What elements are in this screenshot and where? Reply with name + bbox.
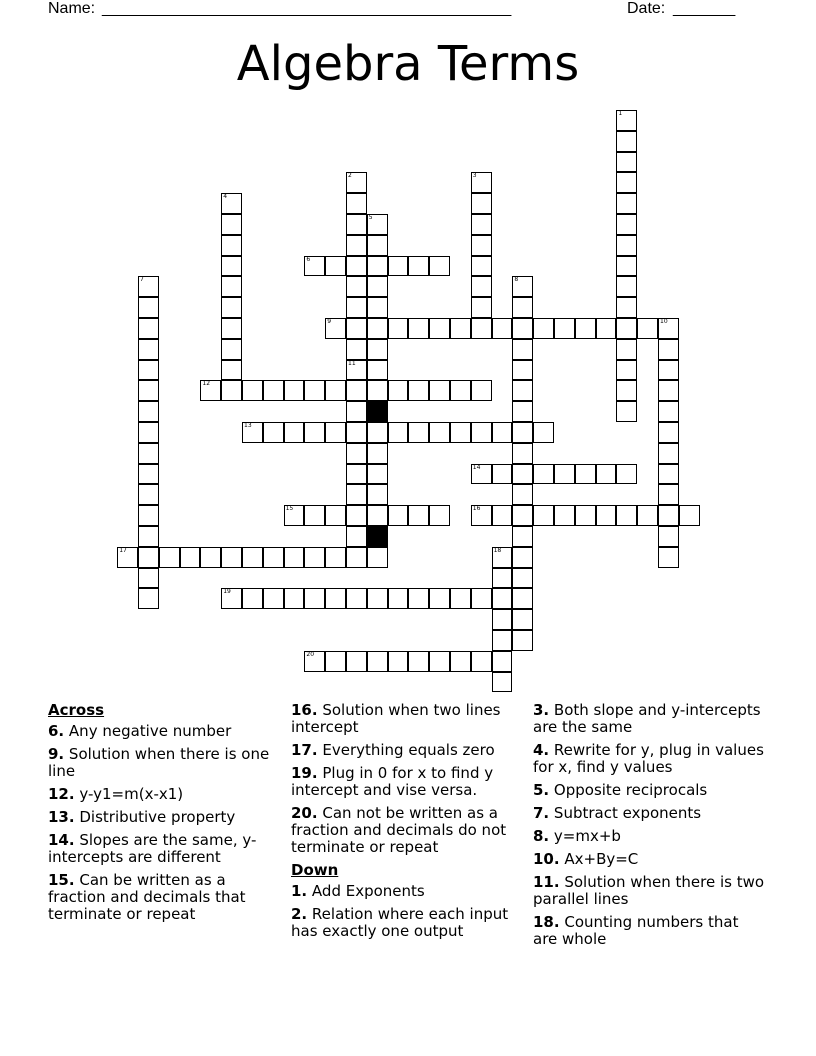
crossword-cell[interactable] [512,318,533,339]
crossword-cell[interactable] [367,505,388,526]
crossword-cell[interactable] [221,547,242,568]
crossword-cell[interactable] [554,318,575,339]
crossword-cell[interactable] [554,464,575,485]
clue-number: 17 [119,546,127,554]
crossword-cell[interactable] [325,547,346,568]
crossword-cell[interactable] [346,318,367,339]
crossword-cell[interactable] [117,547,138,568]
crossword-cell[interactable] [450,651,471,672]
clue-number: 13 [244,422,252,429]
crossword-cell[interactable] [221,318,242,339]
crossword-cell[interactable] [284,547,305,568]
crossword-cell[interactable] [616,235,637,256]
crossword-cell[interactable] [492,651,513,672]
crossword-cell[interactable] [138,422,159,443]
crossword-cell[interactable] [346,256,367,277]
crossword-cell[interactable] [596,505,617,526]
crossword-cell[interactable] [325,318,346,339]
crossword-cell[interactable] [367,276,388,297]
crossword-cell[interactable] [367,235,388,256]
crossword-cell[interactable] [512,360,533,381]
clue-number: 12 [202,380,211,388]
clue-number: 16 [472,505,481,513]
crossword-cell[interactable] [492,464,513,485]
clue-across-6: 6. Any negative number [48,722,232,740]
crossword-cell[interactable] [221,588,242,609]
crossword-cell[interactable] [616,401,637,422]
crossword-cell[interactable] [367,464,388,485]
crossword-cell[interactable] [346,484,367,505]
crossword-cell[interactable] [388,651,409,672]
crossword-cell[interactable] [616,131,637,152]
down-heading: Down [291,861,339,879]
crossword-cell[interactable] [138,443,159,464]
crossword-cell[interactable] [388,505,409,526]
crossword-cell[interactable] [471,651,492,672]
black-square [367,526,388,547]
crossword-cell[interactable] [346,214,367,235]
crossword-cell[interactable] [325,505,346,526]
crossword-cell[interactable] [658,422,679,443]
crossword-cell[interactable] [304,505,325,526]
date-label: Date: [627,0,666,17]
crossword-cell[interactable] [450,318,471,339]
clue-number: 18 [493,546,502,554]
crossword-cell[interactable] [533,464,554,485]
name-label: Name: [48,0,96,17]
clue-number: 14 [472,463,481,471]
clues-column-1 [48,702,280,929]
clue-across-20: 20. Can not be written as a fraction and decimals do not terminate or repeat [291,804,507,856]
crossword-cell[interactable] [138,464,159,485]
crossword-cell[interactable] [367,588,388,609]
crossword-cell[interactable] [367,422,388,443]
crossword-cell[interactable] [263,380,284,401]
crossword-cell[interactable] [263,547,284,568]
crossword-cell[interactable] [596,464,617,485]
crossword-cell[interactable] [658,360,679,381]
crossword-cell[interactable] [138,526,159,547]
crossword-cell[interactable] [367,297,388,318]
crossword-cell[interactable] [346,339,367,360]
crossword-cell[interactable] [658,505,679,526]
crossword-cell[interactable] [512,526,533,547]
crossword-cell[interactable] [512,547,533,568]
crossword-cell[interactable] [346,443,367,464]
crossword-cell[interactable] [658,318,679,339]
crossword-cell[interactable] [616,214,637,235]
crossword-cell[interactable] [221,276,242,297]
page-title: Algebra Terms [236,36,580,92]
crossword-cell[interactable] [242,380,263,401]
crossword-cell[interactable] [138,547,159,568]
clue-down-18: 18. Counting numbers that are whole [533,913,739,948]
crossword-cell[interactable] [616,193,637,214]
crossword-cell[interactable] [221,380,242,401]
crossword-cell[interactable] [492,318,513,339]
crossword-cell[interactable] [304,256,325,277]
crossword-cell[interactable] [450,422,471,443]
crossword-cell[interactable] [616,172,637,193]
crossword-cell[interactable] [367,380,388,401]
crossword-cell[interactable] [596,318,617,339]
crossword-cell[interactable] [512,568,533,589]
crossword-cell[interactable] [429,422,450,443]
crossword-cell[interactable] [471,256,492,277]
crossword-cell[interactable] [637,318,658,339]
crossword-cell[interactable] [658,443,679,464]
crossword-cell[interactable] [471,380,492,401]
crossword-cell[interactable] [367,547,388,568]
crossword-cell[interactable] [138,360,159,381]
crossword-cell[interactable] [367,339,388,360]
clue-down-1: 1. Add Exponents [291,882,425,900]
clue-down-8: 8. y=mx+b [533,827,621,845]
crossword-cell[interactable] [138,380,159,401]
crossword-cell[interactable] [325,380,346,401]
crossword-cell[interactable] [138,297,159,318]
crossword-cell[interactable] [408,505,429,526]
crossword-cell[interactable] [304,380,325,401]
crossword-cell[interactable] [325,422,346,443]
crossword-cell[interactable] [346,464,367,485]
crossword-cell[interactable] [346,172,367,193]
crossword-cell[interactable] [221,193,242,214]
crossword-cell[interactable] [367,443,388,464]
crossword-cell[interactable] [492,547,513,568]
clue-number: 9 [327,318,332,325]
crossword-cell[interactable] [304,547,325,568]
crossword-cell[interactable] [346,422,367,443]
clue-across-14: 14. Slopes are the same, y-intercepts are different [48,831,257,866]
crossword-cell[interactable] [471,172,492,193]
crossword-cell[interactable] [492,568,513,589]
crossword-cell[interactable] [346,235,367,256]
clue-down-10: 10. Ax+By=C [533,850,639,868]
crossword-cell[interactable] [346,505,367,526]
crossword-cell[interactable] [512,297,533,318]
crossword-cell[interactable] [346,588,367,609]
crossword-cell[interactable] [408,318,429,339]
clues-column-2 [291,702,523,946]
crossword-cell[interactable] [408,422,429,443]
clue-across-15: 15. Can be written as a fraction and decimals that terminate or repeat [48,871,246,923]
crossword-cell[interactable] [471,276,492,297]
crossword-cell[interactable] [367,256,388,277]
crossword-cell[interactable] [284,380,305,401]
crossword-cell[interactable] [616,276,637,297]
clue-across-19: 19. Plug in 0 for x to find y intercept and vise versa. [291,764,494,799]
crossword-cell[interactable] [159,547,180,568]
crossword-cell[interactable] [221,214,242,235]
crossword-cell[interactable] [367,318,388,339]
clue-number: 6 [306,255,311,263]
crossword-cell[interactable] [263,422,284,443]
crossword-cell[interactable] [512,276,533,297]
crossword-cell[interactable] [450,588,471,609]
crossword-cell[interactable] [679,505,700,526]
crossword-cell[interactable] [492,588,513,609]
crossword-cell[interactable] [221,297,242,318]
crossword-cell[interactable] [616,339,637,360]
crossword-cell[interactable] [304,588,325,609]
crossword-cell[interactable] [512,422,533,443]
crossword-cell[interactable] [388,422,409,443]
crossword-cell[interactable] [221,339,242,360]
crossword-cell[interactable] [575,318,596,339]
crossword-cell[interactable] [554,505,575,526]
crossword-cell[interactable] [616,464,637,485]
crossword-cell[interactable] [492,609,513,630]
crossword-cell[interactable] [284,422,305,443]
crossword-cell[interactable] [512,609,533,630]
crossword-cell[interactable] [138,568,159,589]
crossword-cell[interactable] [471,214,492,235]
crossword-cell[interactable] [346,276,367,297]
crossword-cell[interactable] [284,588,305,609]
crossword-cell[interactable] [533,422,554,443]
clue-across-13: 13. Distributive property [48,808,236,826]
crossword-cell[interactable] [200,547,221,568]
clue-down-11: 11. Solution when there is two parallel lines [533,873,765,908]
crossword-cell[interactable] [242,588,263,609]
name-blank-line: ______________________________________________ [102,0,512,17]
crossword-cell[interactable] [200,380,221,401]
crossword-cell[interactable] [367,484,388,505]
crossword-cell[interactable] [471,505,492,526]
crossword-cell[interactable] [138,588,159,609]
clue-number: 8 [514,276,519,284]
crossword-cell[interactable] [388,256,409,277]
crossword-cell[interactable] [388,318,409,339]
crossword-cell[interactable] [429,256,450,277]
crossword-cell[interactable] [388,588,409,609]
crossword-cell[interactable] [346,297,367,318]
crossword-cell[interactable] [221,256,242,277]
crossword-cell[interactable] [284,505,305,526]
crossword-cell[interactable] [658,526,679,547]
crossword-cell[interactable] [429,380,450,401]
clue-across-17: 17. Everything equals zero [291,741,495,759]
crossword-cell[interactable] [346,193,367,214]
crossword-cell[interactable] [346,360,367,381]
crossword-cell[interactable] [138,318,159,339]
crossword-cell[interactable] [471,193,492,214]
crossword-cell[interactable] [512,630,533,651]
crossword-cell[interactable] [658,547,679,568]
clue-number: 5 [368,214,373,221]
crossword-cell[interactable] [408,380,429,401]
black-square [367,401,388,422]
crossword-cell[interactable] [512,588,533,609]
crossword-cell[interactable] [471,235,492,256]
crossword-cell[interactable] [325,256,346,277]
crossword-cell[interactable] [471,422,492,443]
crossword-cell[interactable] [429,505,450,526]
crossword-cell[interactable] [180,547,201,568]
crossword-cell[interactable] [512,339,533,360]
crossword-cell[interactable] [533,318,554,339]
crossword-cell[interactable] [616,318,637,339]
crossword-cell[interactable] [512,443,533,464]
crossword-cell[interactable] [658,464,679,485]
clue-down-3: 3. Both slope and y-intercepts are the same [533,701,761,736]
crossword-cell[interactable] [616,256,637,277]
crossword-cell[interactable] [616,380,637,401]
clue-across-9: 9. Solution when there is one line [48,745,270,780]
crossword-cell[interactable] [492,672,513,693]
crossword-cell[interactable] [429,588,450,609]
clue-across-16: 16. Solution when two lines intercept [291,701,501,736]
crossword-cell[interactable] [263,588,284,609]
crossword-cell[interactable] [533,505,554,526]
crossword-cell[interactable] [616,360,637,381]
crossword-cell[interactable] [450,380,471,401]
clue-down-2: 2. Relation where each input has exactly one output [291,905,509,940]
crossword-cell[interactable] [388,380,409,401]
crossword-cell[interactable] [575,464,596,485]
crossword-cell[interactable] [346,380,367,401]
crossword-cell[interactable] [346,401,367,422]
crossword-cell[interactable] [492,630,513,651]
crossword-cell[interactable] [616,110,637,131]
crossword-cell[interactable] [346,651,367,672]
crossword-cell[interactable] [492,505,513,526]
clue-number: 7 [140,276,144,284]
clues-column-3 [533,702,765,954]
crossword-cell[interactable] [471,297,492,318]
crossword-cell[interactable] [471,318,492,339]
crossword-cell[interactable] [512,505,533,526]
clue-number: 3 [472,172,477,180]
crossword-cell[interactable] [471,588,492,609]
crossword-cell[interactable] [138,401,159,422]
crossword-cell[interactable] [138,505,159,526]
clue-down-5: 5. Opposite reciprocals [533,781,708,799]
clue-number: 11 [348,359,356,367]
crossword-cell[interactable] [242,422,263,443]
crossword-cell[interactable] [429,318,450,339]
crossword-cell[interactable] [138,484,159,505]
crossword-cell[interactable] [616,505,637,526]
crossword-cell[interactable] [304,422,325,443]
crossword-cell[interactable] [367,651,388,672]
crossword-cell[interactable] [512,380,533,401]
clue-down-7: 7. Subtract exponents [533,804,702,822]
clue-number: 1 [618,110,623,117]
crossword-cell[interactable] [658,401,679,422]
crossword-cell[interactable] [325,651,346,672]
crossword-cell[interactable] [471,464,492,485]
crossword-cell[interactable] [408,256,429,277]
clue-number: 2 [348,172,352,180]
crossword-cell[interactable] [367,214,388,235]
clue-number: 19 [223,588,231,596]
crossword-cell[interactable] [367,360,388,381]
crossword-cell[interactable] [575,505,596,526]
clue-number: 20 [306,650,315,658]
crossword-cell[interactable] [325,588,346,609]
crossword-cell[interactable] [408,588,429,609]
crossword-cell[interactable] [304,651,325,672]
clue-number: 4 [223,193,228,201]
crossword-cell[interactable] [616,297,637,318]
crossword-cell[interactable] [242,547,263,568]
crossword-cell[interactable] [512,464,533,485]
crossword-cell[interactable] [138,339,159,360]
crossword-cell[interactable] [492,422,513,443]
crossword-cell[interactable] [429,651,450,672]
clue-number: 10 [660,318,668,325]
clue-across-12: 12. y-y1=m(x-x1) [48,785,184,803]
crossword-cell[interactable] [346,547,367,568]
crossword-cell[interactable] [346,526,367,547]
crossword-cell[interactable] [512,484,533,505]
crossword-cell[interactable] [138,276,159,297]
crossword-cell[interactable] [408,651,429,672]
date-blank-line: _______ [673,0,736,17]
crossword-cell[interactable] [637,505,658,526]
crossword-cell[interactable] [616,152,637,173]
crossword-cell[interactable] [658,380,679,401]
crossword-cell[interactable] [512,401,533,422]
clue-number: 15 [285,505,294,513]
across-heading: Across [48,701,105,719]
crossword-cell[interactable] [658,339,679,360]
crossword-cell[interactable] [221,360,242,381]
crossword-cell[interactable] [658,484,679,505]
crossword-cell[interactable] [221,235,242,256]
clue-down-4: 4. Rewrite for y, plug in values for x, find y values [533,741,764,776]
